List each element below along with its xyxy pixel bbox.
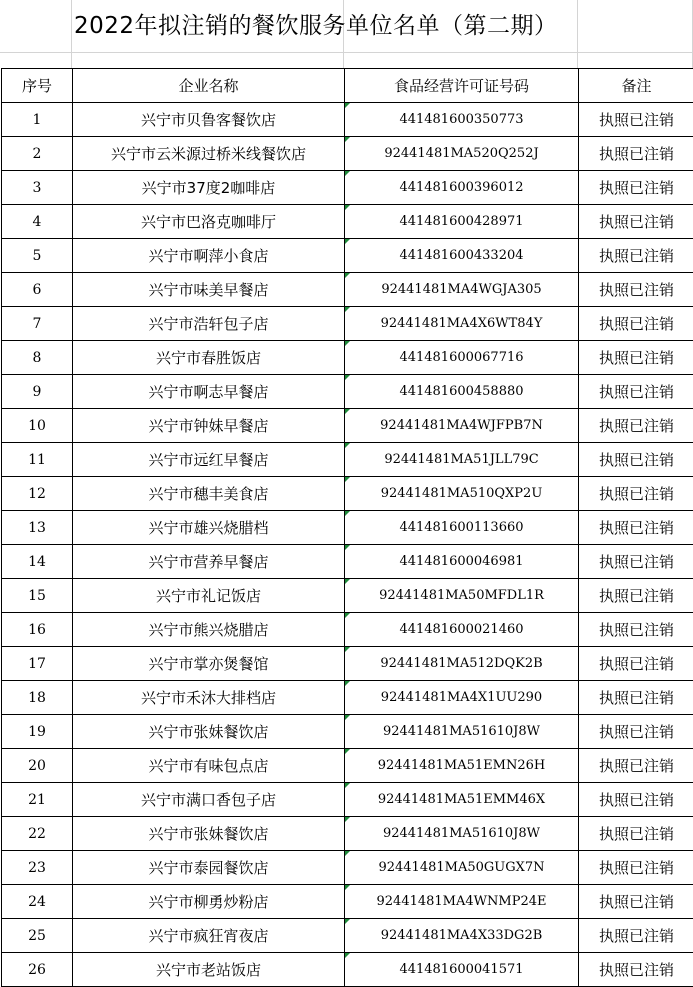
note-cell[interactable]: 执照已注销 — [579, 851, 693, 885]
table-row — [2, 375, 693, 409]
license-number-cell[interactable]: 92441481MA51EMN26H — [345, 749, 579, 783]
table-row — [2, 749, 693, 783]
table-row — [2, 409, 693, 443]
license-number-cell[interactable]: 92441481MA50GUGX7N — [345, 851, 579, 885]
note-cell[interactable]: 执照已注销 — [579, 239, 693, 273]
company-name-cell[interactable]: 兴宁市张妹餐饮店 — [73, 817, 345, 851]
row-index-cell[interactable]: 7 — [2, 307, 73, 341]
company-name-cell[interactable]: 兴宁市巴洛克咖啡厅 — [73, 205, 345, 239]
row-index-cell[interactable]: 10 — [2, 409, 73, 443]
row-index-cell[interactable]: 22 — [2, 817, 73, 851]
table-row — [2, 613, 693, 647]
company-name-cell[interactable]: 兴宁市春胜饭店 — [73, 341, 345, 375]
row-index-cell[interactable]: 19 — [2, 715, 73, 749]
header-index[interactable]: 序号 — [2, 69, 73, 103]
table-row — [2, 817, 693, 851]
note-cell[interactable]: 执照已注销 — [579, 783, 693, 817]
note-cell[interactable]: 执照已注销 — [579, 307, 693, 341]
row-index-cell[interactable]: 8 — [2, 341, 73, 375]
license-number-cell[interactable]: 441481600458880 — [345, 375, 579, 409]
note-cell[interactable]: 执照已注销 — [579, 647, 693, 681]
note-cell[interactable]: 执照已注销 — [579, 443, 693, 477]
license-number-cell[interactable]: 92441481MA520Q252J — [345, 137, 579, 171]
table-row — [2, 545, 693, 579]
company-name-cell[interactable]: 兴宁市礼记饭店 — [73, 579, 345, 613]
row-index-cell[interactable]: 1 — [2, 103, 73, 137]
row-index-cell[interactable]: 17 — [2, 647, 73, 681]
note-cell[interactable]: 执照已注销 — [579, 137, 693, 171]
company-name-cell[interactable]: 兴宁市贝鲁客餐饮店 — [73, 103, 345, 137]
license-number-cell[interactable]: 92441481MA4WGJA305 — [345, 273, 579, 307]
table-row — [2, 443, 693, 477]
table-row — [2, 273, 693, 307]
company-name-cell[interactable]: 兴宁市有味包点店 — [73, 749, 345, 783]
company-name-cell[interactable]: 兴宁市雄兴烧腊档 — [73, 511, 345, 545]
company-name-cell[interactable]: 兴宁市啊志早餐店 — [73, 375, 345, 409]
license-number-cell[interactable]: 441481600396012 — [345, 171, 579, 205]
company-name-cell[interactable]: 兴宁市疯狂宵夜店 — [73, 919, 345, 953]
table-row — [2, 953, 693, 987]
note-cell[interactable]: 执照已注销 — [579, 579, 693, 613]
table-row — [2, 239, 693, 273]
table-row — [2, 783, 693, 817]
table-row — [2, 341, 693, 375]
row-index-cell[interactable]: 24 — [2, 885, 73, 919]
row-index-cell[interactable]: 6 — [2, 273, 73, 307]
note-cell[interactable]: 执照已注销 — [579, 953, 693, 987]
header-note[interactable]: 备注 — [579, 69, 693, 103]
note-cell[interactable]: 执照已注销 — [579, 817, 693, 851]
license-number-cell[interactable]: 92441481MA50MFDL1R — [345, 579, 579, 613]
company-name-cell[interactable]: 兴宁市熊兴烧腊店 — [73, 613, 345, 647]
table-row — [2, 307, 693, 341]
table-row — [2, 579, 693, 613]
license-number-cell[interactable]: 441481600428971 — [345, 205, 579, 239]
row-index-cell[interactable]: 4 — [2, 205, 73, 239]
company-name-cell[interactable]: 兴宁市云米源过桥米线餐饮店 — [73, 137, 345, 171]
license-number-cell[interactable]: 92441481MA51610J8W — [345, 715, 579, 749]
table-row — [2, 851, 693, 885]
row-index-cell[interactable]: 20 — [2, 749, 73, 783]
table-row — [2, 681, 693, 715]
license-number-cell[interactable]: 441481600021460 — [345, 613, 579, 647]
company-name-cell[interactable]: 兴宁市禾沐大排档店 — [73, 681, 345, 715]
company-name-cell[interactable]: 兴宁市钟妹早餐店 — [73, 409, 345, 443]
header-company-name[interactable]: 企业名称 — [73, 69, 345, 103]
row-index-cell[interactable]: 11 — [2, 443, 73, 477]
company-name-cell[interactable]: 兴宁市泰园餐饮店 — [73, 851, 345, 885]
table-row — [2, 171, 693, 205]
license-number-cell[interactable]: 441481600041571 — [345, 953, 579, 987]
license-number-cell[interactable]: 92441481MA4WNMP24E — [345, 885, 579, 919]
license-number-cell[interactable]: 92441481MA4WJFPB7N — [345, 409, 579, 443]
company-name-cell[interactable]: 兴宁市啊萍小食店 — [73, 239, 345, 273]
license-number-cell[interactable]: 92441481MA4X1UU290 — [345, 681, 579, 715]
note-cell[interactable]: 执照已注销 — [579, 681, 693, 715]
note-cell[interactable]: 执照已注销 — [579, 341, 693, 375]
company-name-cell[interactable]: 兴宁市味美早餐店 — [73, 273, 345, 307]
row-index-cell[interactable]: 25 — [2, 919, 73, 953]
row-index-cell[interactable]: 23 — [2, 851, 73, 885]
row-index-cell[interactable]: 9 — [2, 375, 73, 409]
row-index-cell[interactable]: 2 — [2, 137, 73, 171]
company-name-cell[interactable]: 兴宁市穗丰美食店 — [73, 477, 345, 511]
header-license-number[interactable]: 食品经营许可证号码 — [345, 69, 579, 103]
license-number-cell[interactable]: 441481600046981 — [345, 545, 579, 579]
page-title: 2022年拟注销的餐饮服务单位名单（第二期） — [74, 13, 558, 39]
company-name-cell[interactable]: 兴宁市营养早餐店 — [73, 545, 345, 579]
gridline — [0, 52, 693, 53]
table-row — [2, 205, 693, 239]
note-cell[interactable]: 执照已注销 — [579, 409, 693, 443]
row-index-cell[interactable]: 18 — [2, 681, 73, 715]
row-index-cell[interactable]: 14 — [2, 545, 73, 579]
note-cell[interactable]: 执照已注销 — [579, 511, 693, 545]
note-cell[interactable]: 执照已注销 — [579, 885, 693, 919]
table-row — [2, 103, 693, 137]
note-cell[interactable]: 执照已注销 — [579, 273, 693, 307]
row-index-cell[interactable]: 15 — [2, 579, 73, 613]
license-number-cell[interactable]: 441481600433204 — [345, 239, 579, 273]
row-index-cell[interactable]: 21 — [2, 783, 73, 817]
row-index-cell[interactable]: 5 — [2, 239, 73, 273]
license-number-cell[interactable]: 92441481MA4X33DG2B — [345, 919, 579, 953]
license-number-cell[interactable]: 92441481MA512DQK2B — [345, 647, 579, 681]
license-number-cell[interactable]: 441481600067716 — [345, 341, 579, 375]
license-number-cell[interactable]: 92441481MA51610J8W — [345, 817, 579, 851]
table-row — [2, 647, 693, 681]
company-name-cell[interactable]: 兴宁市满口香包子店 — [73, 783, 345, 817]
license-number-cell[interactable]: 441481600113660 — [345, 511, 579, 545]
license-number-cell[interactable]: 92441481MA4X6WT84Y — [345, 307, 579, 341]
company-name-cell[interactable]: 兴宁市柳勇炒粉店 — [73, 885, 345, 919]
note-cell[interactable]: 执照已注销 — [579, 715, 693, 749]
company-name-cell[interactable]: 兴宁市老站饭店 — [73, 953, 345, 987]
license-number-cell[interactable]: 92441481MA51JLL79C — [345, 443, 579, 477]
table-row — [2, 885, 693, 919]
note-cell[interactable]: 执照已注销 — [579, 103, 693, 137]
company-name-cell[interactable]: 兴宁市掌亦煲餐馆 — [73, 647, 345, 681]
license-number-cell[interactable]: 92441481MA51EMM46X — [345, 783, 579, 817]
table-row — [2, 919, 693, 953]
license-number-cell[interactable]: 441481600350773 — [345, 103, 579, 137]
table-body — [2, 103, 693, 987]
company-name-cell[interactable]: 兴宁市张妹餐饮店 — [73, 715, 345, 749]
note-cell[interactable]: 执照已注销 — [579, 375, 693, 409]
note-cell[interactable]: 执照已注销 — [579, 545, 693, 579]
company-name-cell[interactable]: 兴宁市远红早餐店 — [73, 443, 345, 477]
table-row — [2, 477, 693, 511]
table-row — [2, 137, 693, 171]
cancellation-list-table — [1, 68, 693, 987]
row-index-cell[interactable]: 26 — [2, 953, 73, 987]
row-index-cell[interactable]: 16 — [2, 613, 73, 647]
license-number-cell[interactable]: 92441481MA510QXP2U — [345, 477, 579, 511]
table-header-row — [2, 69, 693, 103]
row-index-cell[interactable]: 3 — [2, 171, 73, 205]
note-cell[interactable]: 执照已注销 — [579, 613, 693, 647]
note-cell[interactable]: 执照已注销 — [579, 171, 693, 205]
note-cell[interactable]: 执照已注销 — [579, 477, 693, 511]
note-cell[interactable]: 执照已注销 — [579, 919, 693, 953]
note-cell[interactable]: 执照已注销 — [579, 749, 693, 783]
row-index-cell[interactable]: 13 — [2, 511, 73, 545]
table-row — [2, 715, 693, 749]
company-name-cell[interactable]: 兴宁市浩轩包子店 — [73, 307, 345, 341]
company-name-cell[interactable]: 兴宁市37度2咖啡店 — [73, 171, 345, 205]
note-cell[interactable]: 执照已注销 — [579, 205, 693, 239]
row-index-cell[interactable]: 12 — [2, 477, 73, 511]
table-row — [2, 511, 693, 545]
